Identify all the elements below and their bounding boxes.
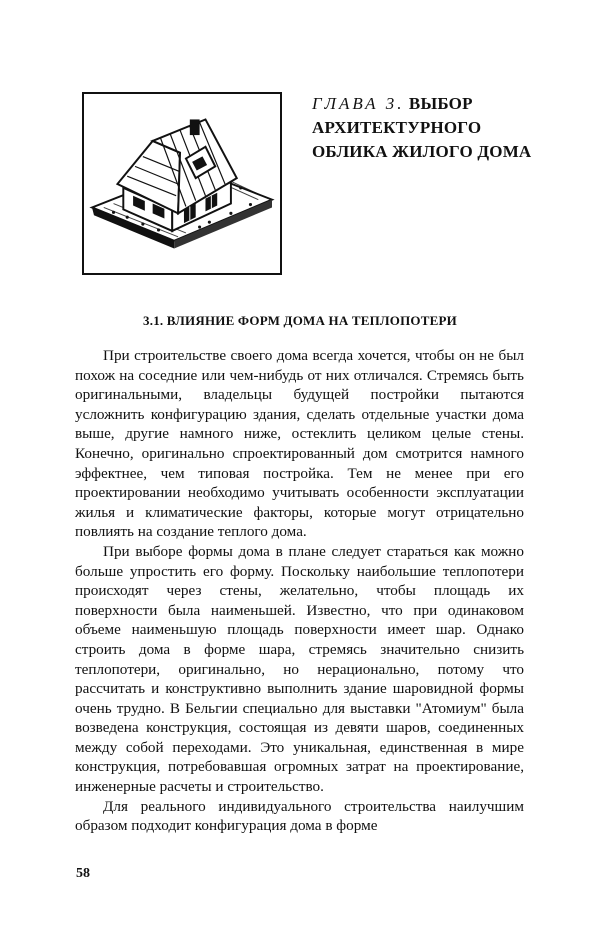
chapter-title-line3: ОБЛИКА ЖИЛОГО ДОМА	[312, 142, 532, 161]
chapter-title-line1: ВЫБОР	[408, 94, 473, 113]
body-text	[75, 346, 524, 836]
paragraph: При строительстве своего дома всегда хочется, чтобы он не был похож на соседние или чем-нибудь от них отличался. Стремясь быть оригинальными, владельцы будущей постройки пытаются усложнить конфигурацию здания, сделать отдельные участки дома выше, другие намного ниже, остеклить целиком целые стены. Конечно, оригинально спроектированный дом смотрится намного эффектнее, чем типовая постройка. Тем не менее при его проектировании необходимо учитывать особенности эксплуатации жилья и климатические факторы, которые могут отрицательно повлиять на создание теплого дома.	[75, 347, 524, 541]
section-title: 3.1. ВЛИЯНИЕ ФОРМ ДОМА НА ТЕПЛОПОТЕРИ	[143, 313, 457, 328]
paragraph: При выборе формы дома в плане следует стараться как можно больше упростить его форму. Поскольку наибольшие теплопотери происходят через стены, желательно, чтобы площадь их поверхности была наименьшей. Известно, что при одинаковом объеме наименьшую площадь поверхности имеет шар. Однако строить дома в форме шара, стремясь значительно снизить теплопотери, оригинально, но нерационально, потому что рассчитать и конструктивно выполнить здание шаровидной формы очень трудно. В Бельгии специально для выставки "Атомиум" была возведена конструкция, состоящая из девяти шаров, соединенных между собой переходами. Это уникальная, единственная в мире конструкция, потребовавшая огромных затрат на проектирование, инженерные расчеты и строительство.	[75, 542, 524, 796]
chapter-title-line2: АРХИТЕКТУРНОГО	[312, 118, 482, 137]
house-illustration	[82, 92, 282, 275]
chapter-label: ГЛАВА 3.	[312, 94, 405, 113]
page-number: 58	[76, 866, 90, 881]
chapter-heading	[312, 92, 572, 164]
paragraph: Для реального индивидуального строительства наилучшим образом подходит конфигурация дома в форме	[75, 797, 524, 835]
house-drawing	[84, 94, 280, 273]
